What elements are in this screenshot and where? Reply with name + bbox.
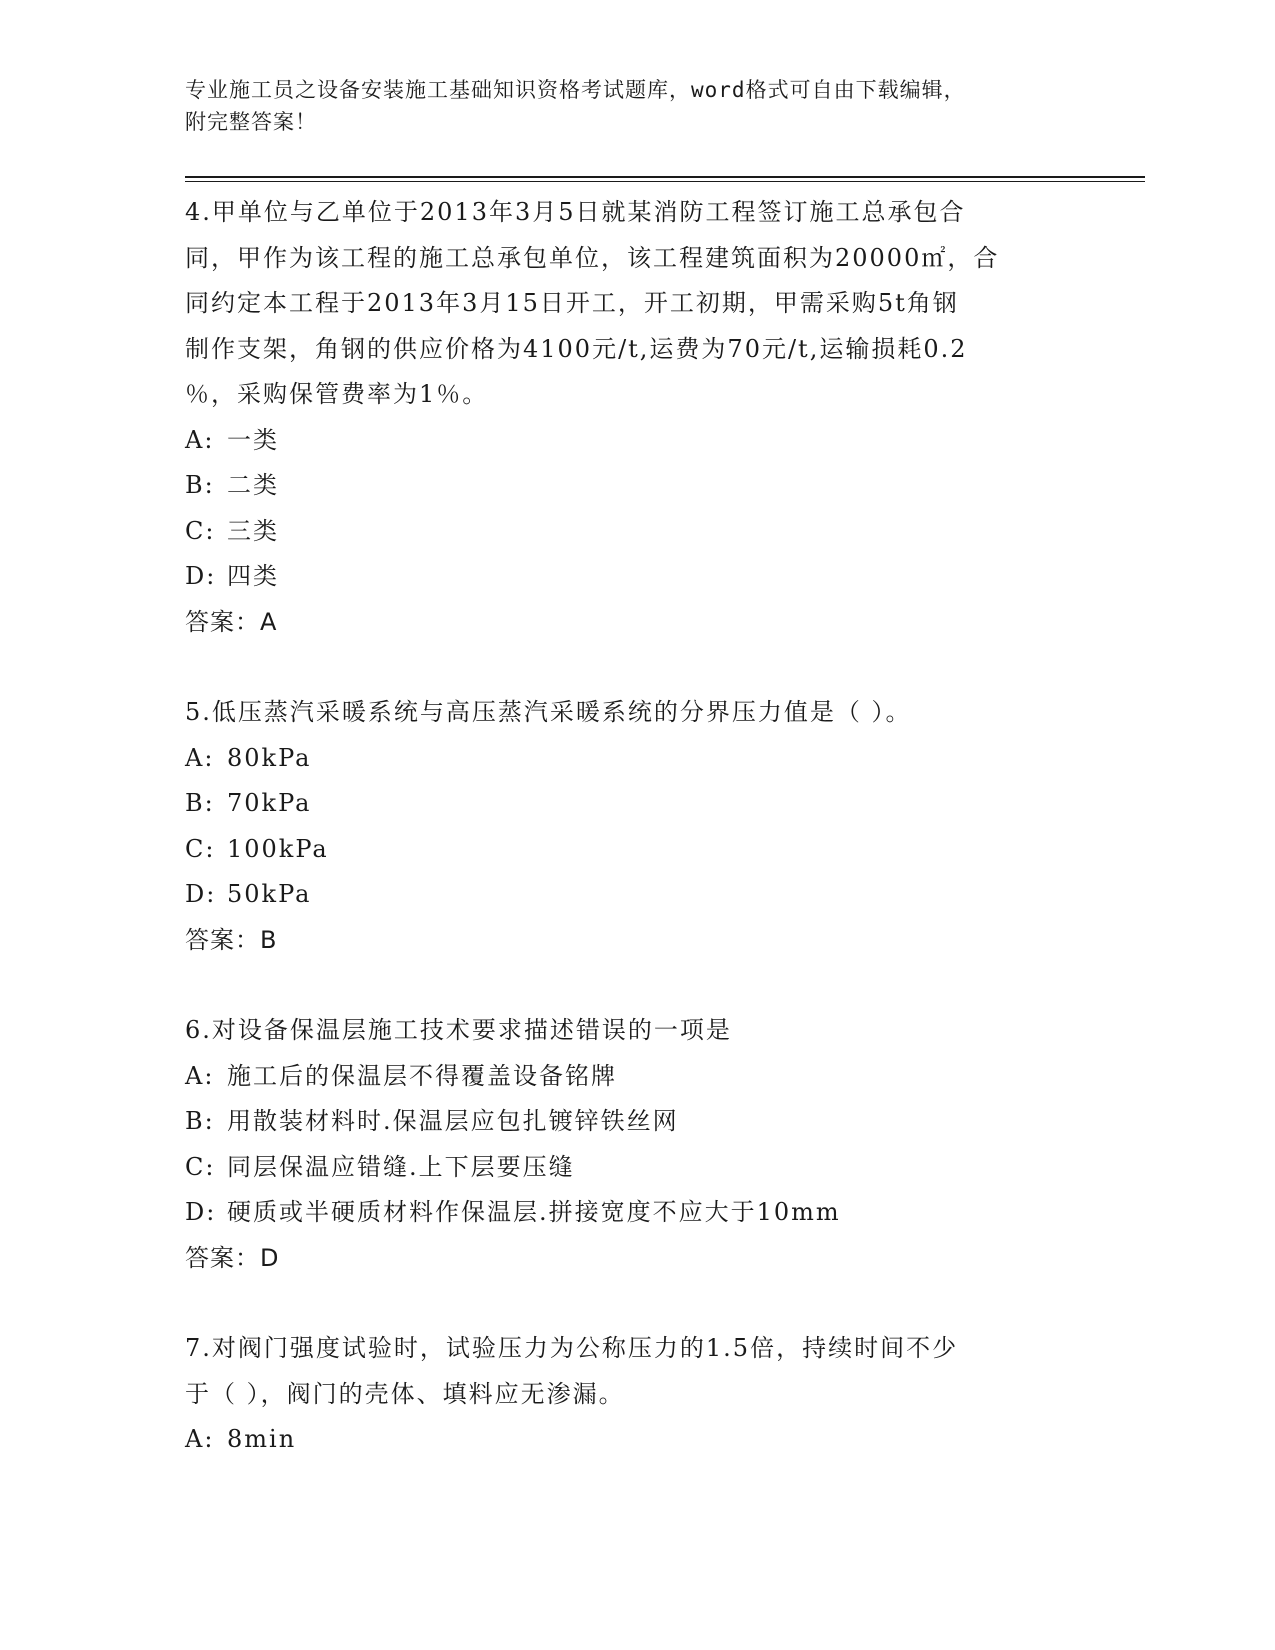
option-text: 同层保温应错缝.上下层要压缝 <box>227 1152 575 1181</box>
option-text: 一类 <box>227 425 279 454</box>
question-text-line: 同约定本工程于2013年3月15日开工，开工初期，甲需采购5t角钢 <box>185 289 959 317</box>
option-letter: D: <box>185 1198 217 1226</box>
document-header <box>185 74 1065 138</box>
question-4 <box>185 190 1085 418</box>
option-a <box>185 1054 1085 1100</box>
option-c <box>185 827 1085 873</box>
question-text-line: 6.对设备保温层施工技术要求描述错误的一项是 <box>185 1016 732 1044</box>
option-text: 70kPa <box>227 789 312 817</box>
answer-line: 答案：A <box>185 607 278 636</box>
header-line-1: 专业施工员之设备安装施工基础知识资格考试题库，word格式可自由下载编辑， <box>185 78 966 102</box>
question-text-line: 同，甲作为该工程的施工总承包单位，该工程建筑面积为20000㎡，合 <box>185 243 1000 272</box>
question-7 <box>185 1326 1085 1417</box>
question-text-line: 4.甲单位与乙单位于2013年3月5日就某消防工程签订施工总承包合 <box>185 198 966 226</box>
option-b <box>185 1099 1085 1145</box>
option-text: 施工后的保温层不得覆盖设备铭牌 <box>227 1061 617 1090</box>
question-text-line: ％，采购保管费率为1％。 <box>185 380 489 408</box>
answer-line: 答案：D <box>185 1243 280 1272</box>
option-text: 硬质或半硬质材料作保温层.拼接宽度不应大于10mm <box>227 1198 841 1226</box>
option-text: 80kPa <box>227 743 312 772</box>
option-c <box>185 1145 1085 1191</box>
option-d <box>185 554 1085 600</box>
option-letter: A: <box>185 743 215 772</box>
option-letter: C: <box>185 516 216 545</box>
option-d <box>185 1190 1085 1236</box>
option-text: 二类 <box>227 471 279 499</box>
option-letter: D: <box>185 562 217 590</box>
option-text: 用散装材料时.保温层应包扎镀锌铁丝网 <box>227 1107 679 1135</box>
option-a <box>185 736 1085 782</box>
header-line-2: 附完整答案！ <box>185 110 317 134</box>
option-d <box>185 872 1085 918</box>
question-5 <box>185 690 1085 736</box>
option-letter: B: <box>185 471 215 499</box>
option-text: 四类 <box>227 562 279 590</box>
question-text-line: 于（ ），阀门的壳体、填料应无渗漏。 <box>185 1379 625 1408</box>
question-6 <box>185 1008 1085 1054</box>
option-b <box>185 781 1085 827</box>
option-text: 8min <box>227 1425 297 1453</box>
option-a <box>185 1417 1085 1463</box>
question-list <box>185 190 1085 1463</box>
option-text: 三类 <box>227 516 279 545</box>
option-letter: D: <box>185 880 217 908</box>
question-text-line: 制作支架，角钢的供应价格为4100元/t,运费为70元/t,运输损耗0.2 <box>185 334 968 363</box>
option-letter: B: <box>185 1107 215 1135</box>
question-text-line: 7.对阀门强度试验时，试验压力为公称压力的1.5倍，持续时间不少 <box>185 1334 959 1362</box>
option-letter: A: <box>185 425 215 454</box>
option-c <box>185 509 1085 555</box>
option-b <box>185 463 1085 509</box>
answer-line: 答案：B <box>185 925 278 954</box>
option-letter: C: <box>185 1152 216 1181</box>
option-letter: A: <box>185 1061 215 1090</box>
option-a <box>185 418 1085 464</box>
header-divider-thin <box>185 181 1145 182</box>
option-text: 100kPa <box>227 834 329 863</box>
option-text: 50kPa <box>227 880 312 908</box>
option-letter: C: <box>185 834 216 863</box>
header-divider-thick <box>185 176 1145 178</box>
option-letter: B: <box>185 789 215 817</box>
question-text-line: 5.低压蒸汽采暖系统与高压蒸汽采暖系统的分界压力值是（ ）。 <box>185 698 912 726</box>
option-letter: A: <box>185 1425 215 1453</box>
